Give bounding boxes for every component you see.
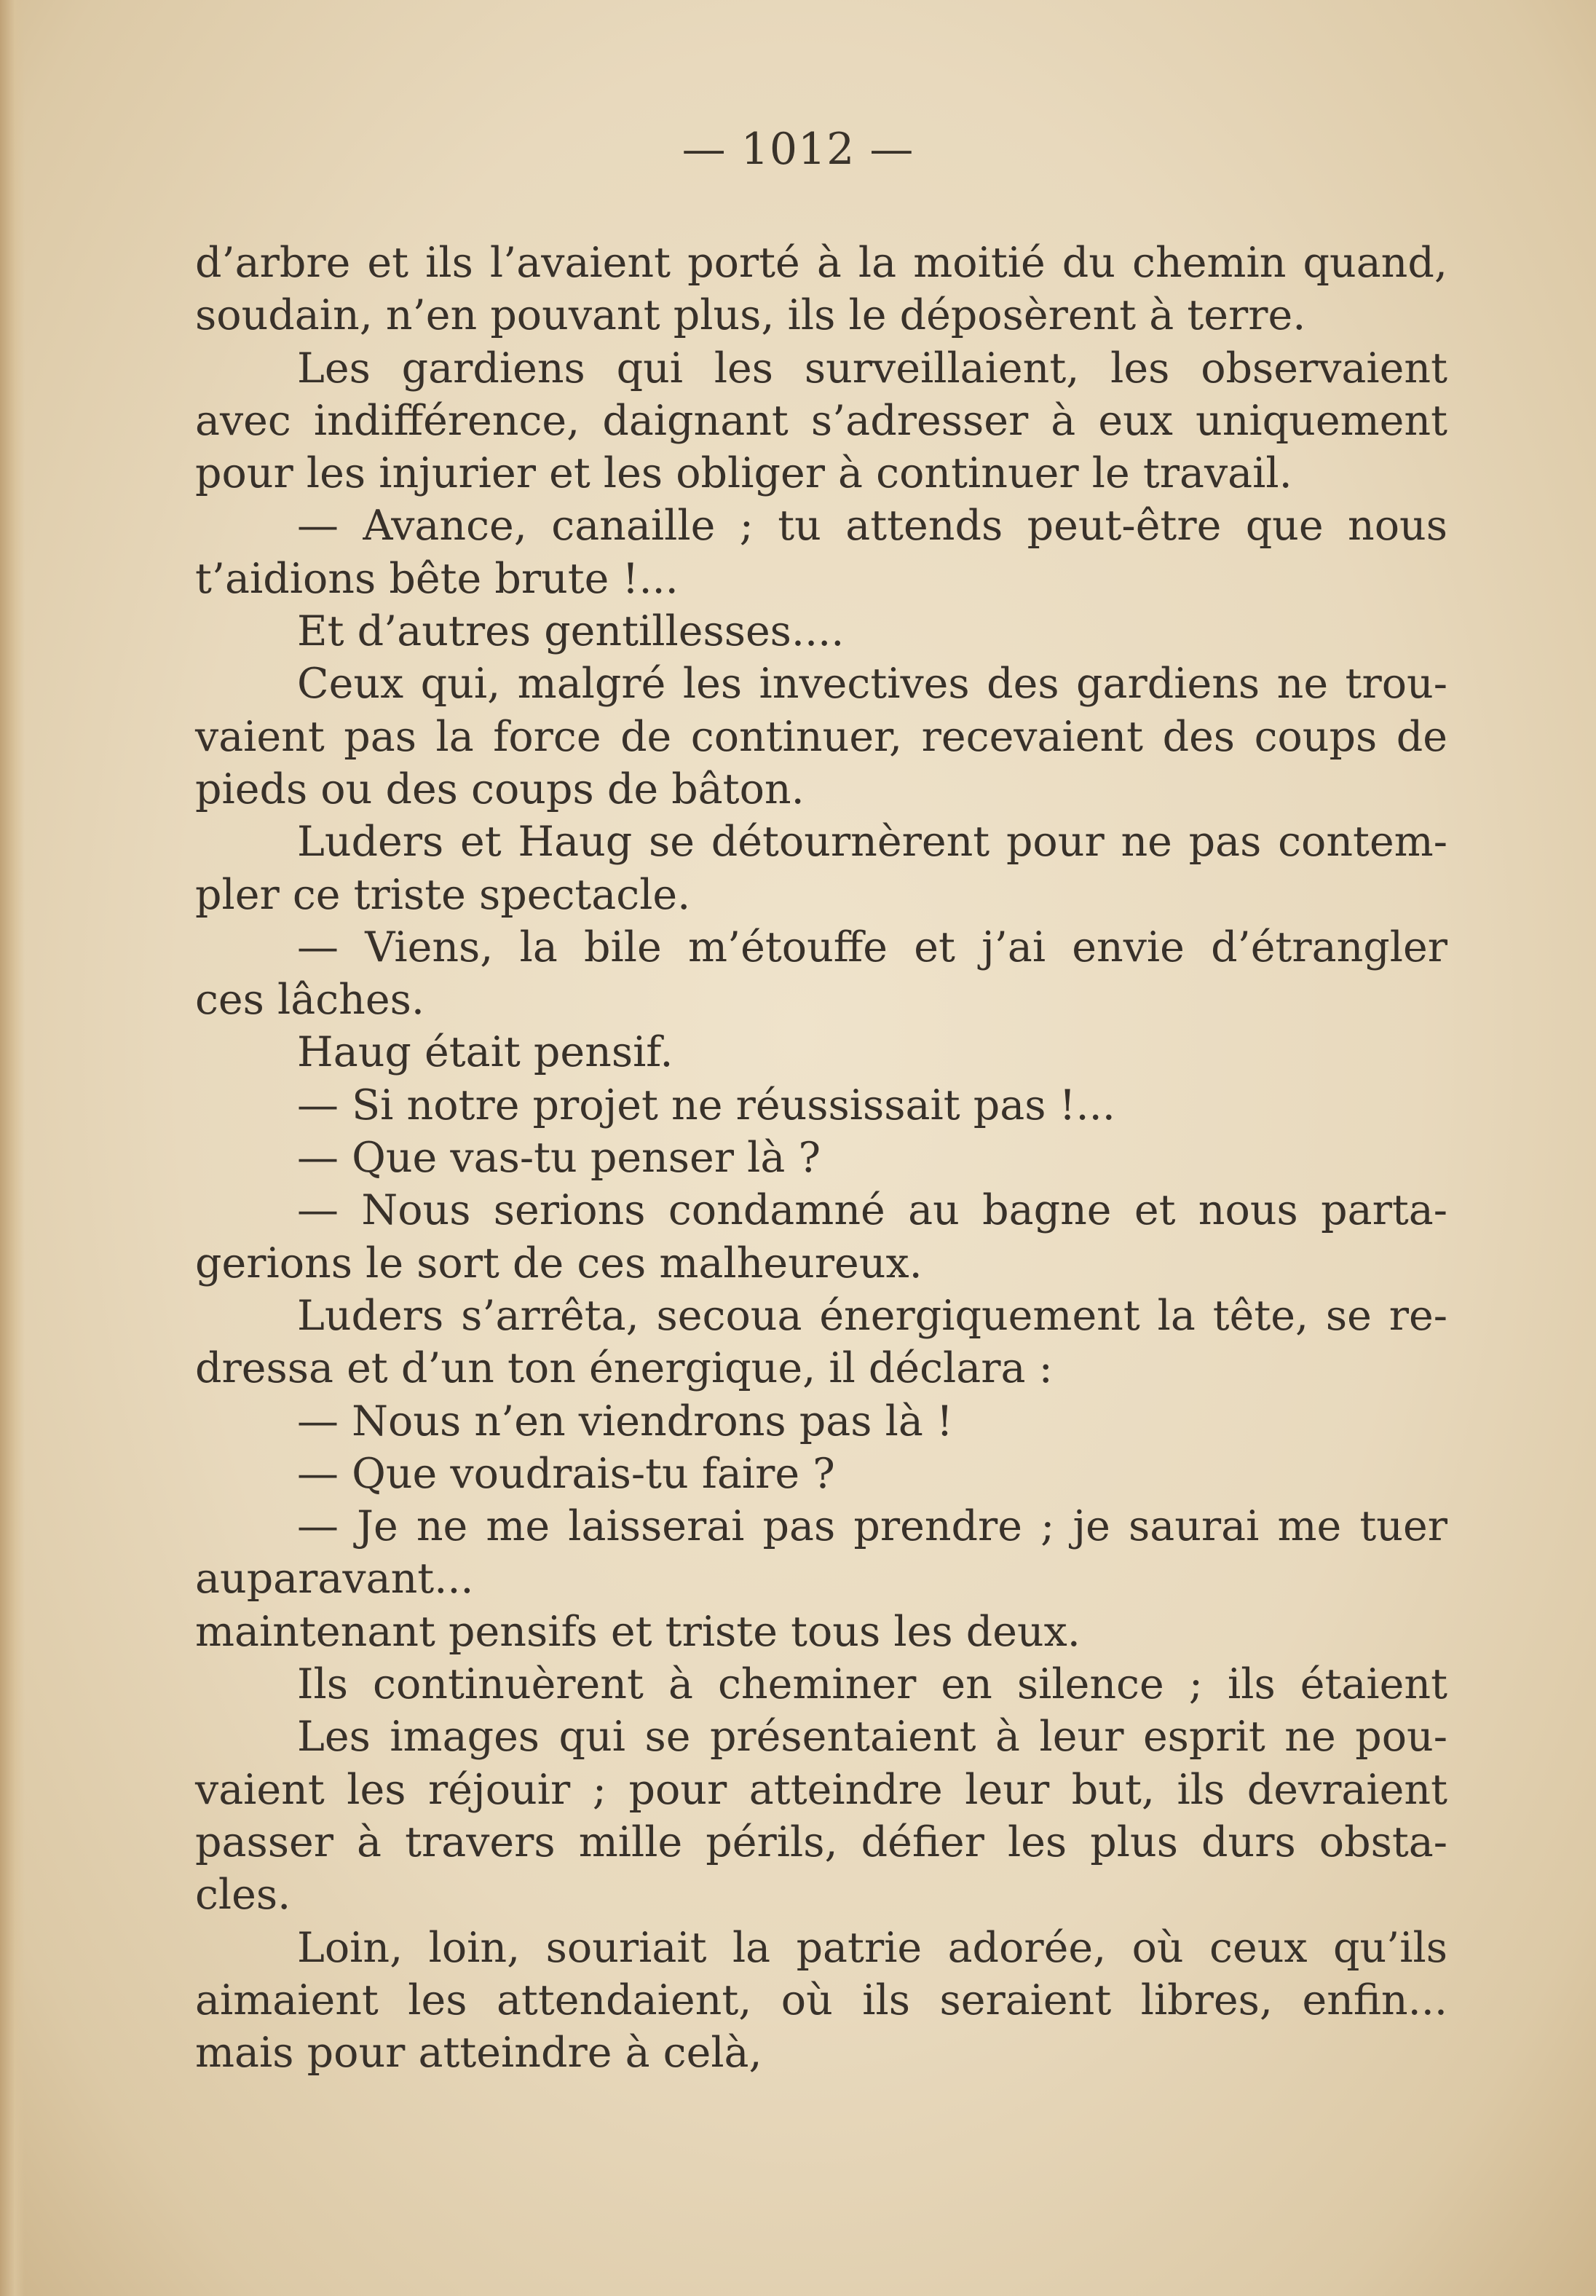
- text-line: t’aidions bête brute !...: [195, 554, 679, 603]
- page-edge-shadow: [0, 0, 25, 2296]
- body-text: [195, 237, 1447, 2079]
- text-line: Les images qui se présentaient à leur esprit ne pou-: [297, 1713, 1447, 1762]
- text-line: dressa et d’un ton énergique, il déclara :: [195, 1344, 1053, 1393]
- text-line: pour les injurier et les obliger à continuer le travail.: [195, 449, 1292, 498]
- text-line: — Je ne me laisserai pas prendre ; je saurai me tuer: [297, 1502, 1447, 1551]
- text-line: — Avance, canaille ; tu attends peut-être que nous: [297, 502, 1447, 551]
- text-line: Ceux qui, malgré les invectives des gardiens ne trou-: [297, 660, 1447, 709]
- text-line: — Que voudrais-tu faire ?: [297, 1449, 835, 1498]
- page-number: — 1012 —: [682, 124, 914, 175]
- text-line: avec indifférence, daignant s’adresser à eux uniquement: [195, 396, 1447, 445]
- text-line: pler ce triste spectacle.: [195, 870, 691, 919]
- text-line: vaient les réjouir ; pour atteindre leur but, ils devraient: [195, 1765, 1447, 1814]
- text-line: Loin, loin, souriait la patrie adorée, où ceux qu’ils: [297, 1923, 1447, 1972]
- text-line: — Nous serions condamné au bagne et nous parta-: [297, 1186, 1447, 1235]
- text-line: soudain, n’en pouvant plus, ils le déposèrent à terre.: [195, 291, 1306, 340]
- text-line: pieds ou des coups de bâton.: [195, 765, 805, 813]
- text-line: Luders et Haug se détournèrent pour ne pas contem-: [297, 818, 1447, 867]
- text-line: Et d’autres gentillesses....: [297, 607, 845, 656]
- text-line: Ils continuèrent à cheminer en silence ; ils étaient: [297, 1660, 1447, 1709]
- text-line: — Viens, la bile m’étouffe et j’ai envie d’étrangler: [297, 923, 1447, 971]
- text-line: maintenant pensifs et triste tous les deux.: [195, 1607, 1081, 1656]
- text-line: mais pour atteindre à celà,: [195, 2029, 762, 2078]
- text-line: d’arbre et ils l’avaient porté à la moitié du chemin quand,: [195, 239, 1447, 287]
- text-line: — Nous n’en viendrons pas là !: [297, 1397, 953, 1445]
- text-line: ces lâches.: [195, 976, 424, 1025]
- text-line: vaient pas la force de continuer, recevaient des coups de: [195, 712, 1447, 761]
- text-line: auparavant...: [195, 1555, 474, 1603]
- text-line: cles.: [195, 1871, 291, 1920]
- text-line: Les gardiens qui les surveillaient, les observaient: [297, 344, 1447, 392]
- text-line: Luders s’arrêta, secoua énergiquement la tête, se re-: [297, 1291, 1447, 1340]
- text-line: — Que vas-tu penser là ?: [297, 1134, 821, 1183]
- text-line: — Si notre projet ne réussissait pas !...: [297, 1081, 1115, 1129]
- text-line: gerions le sort de ces malheureux.: [195, 1239, 923, 1287]
- text-line: Haug était pensif.: [297, 1028, 673, 1077]
- text-line: passer à travers mille périls, défier les plus durs obsta-: [195, 1818, 1447, 1866]
- text-line: aimaient les attendaient, où ils seraient libres, enfin...: [195, 1976, 1447, 2024]
